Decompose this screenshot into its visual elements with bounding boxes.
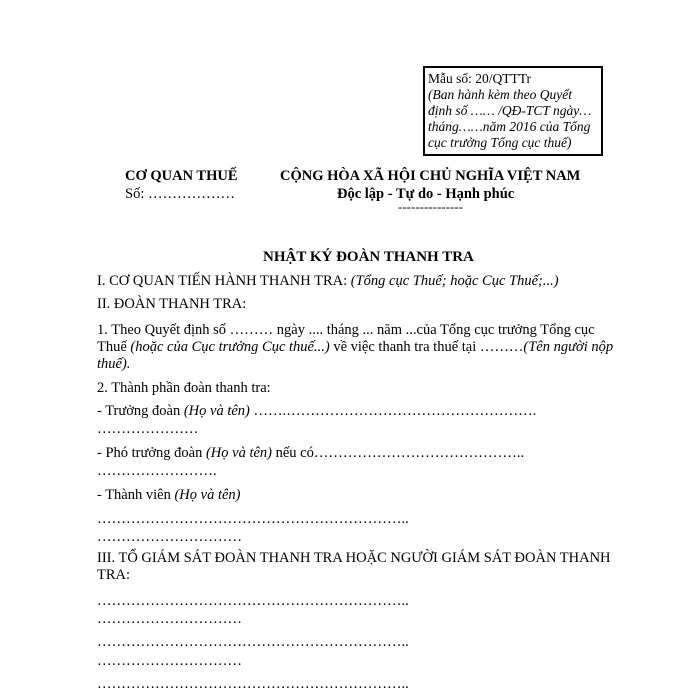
agency-name: CƠ QUAN THUẾ bbox=[125, 168, 238, 184]
document-number: Số: ……………… bbox=[125, 186, 235, 202]
decision-line-2: Thuế (hoặc của Cục trưởng Cục thuế...) về việc thanh tra thuế tại ………(Tên người nộp bbox=[97, 339, 614, 355]
supervisor-dots-1: ……………………………………………………….. bbox=[97, 593, 409, 609]
supervisor-dots-5: ……………………………………………………….. bbox=[97, 676, 409, 692]
section-1-label: I. CƠ QUAN TIẾN HÀNH THANH TRA: bbox=[97, 273, 348, 289]
issuance-note-line-4: cục trưởng Tổng cục thuế) bbox=[428, 135, 572, 150]
issuance-note-line-1: (Ban hành kèm theo Quyết bbox=[428, 87, 572, 102]
form-number: Mẫu số: 20/QTTTr bbox=[428, 71, 532, 86]
section-1-line bbox=[97, 273, 559, 290]
team-leader-line: - Trưởng đoàn (Họ và tên) …….……………………………………………. bbox=[97, 403, 537, 419]
member-dots-2: ………………………… bbox=[97, 529, 242, 545]
national-motto: Độc lập - Tự do - Hạnh phúc bbox=[337, 186, 515, 202]
member-dots-1: ……………………………………………………….. bbox=[97, 511, 409, 527]
supervisor-dots-3: ……………………………………………………….. bbox=[97, 634, 409, 650]
motto-divider: --------------- bbox=[398, 199, 463, 214]
deputy-leader-line: - Phó trưởng đoàn (Họ và tên) nếu có…………………………………….. bbox=[97, 445, 525, 461]
issuance-note-line-3: tháng……năm 2016 của Tổng bbox=[428, 119, 591, 134]
section-3-heading-line-1: III. TỔ GIÁM SÁT ĐOÀN THANH TRA HOẶC NGƯỜI GIÁM SÁT ĐOÀN THANH bbox=[97, 550, 611, 566]
supervisor-dots-2: ………………………… bbox=[97, 611, 242, 627]
form-number-box bbox=[423, 66, 603, 156]
team-leader-dots: ………………… bbox=[97, 421, 199, 437]
member-line: - Thành viên (Họ và tên) bbox=[97, 487, 241, 503]
section-2-heading: II. ĐOÀN THANH TRA: bbox=[97, 296, 247, 312]
document-title: NHẬT KÝ ĐOÀN THANH TRA bbox=[263, 249, 474, 265]
team-composition-heading: 2. Thành phần đoàn thanh tra: bbox=[97, 380, 271, 396]
supervisor-dots-4: ………………………… bbox=[97, 653, 242, 669]
decision-line-3: thuế). bbox=[97, 356, 131, 372]
national-title: CỘNG HÒA XÃ HỘI CHỦ NGHĨA VIỆT NAM bbox=[280, 168, 581, 184]
section-3-heading-line-2: TRA: bbox=[97, 567, 131, 583]
section-1-hint: (Tổng cục Thuế; hoặc Cục Thuế;...) bbox=[350, 273, 559, 289]
deputy-leader-dots: ……………………. bbox=[97, 463, 217, 479]
decision-line-1: 1. Theo Quyết định số ……… ngày .... tháng ... năm ...của Tổng cục trưởng Tổng cục bbox=[97, 322, 595, 338]
issuance-note-line-2: định số …… /QĐ-TCT ngày… bbox=[428, 103, 592, 118]
